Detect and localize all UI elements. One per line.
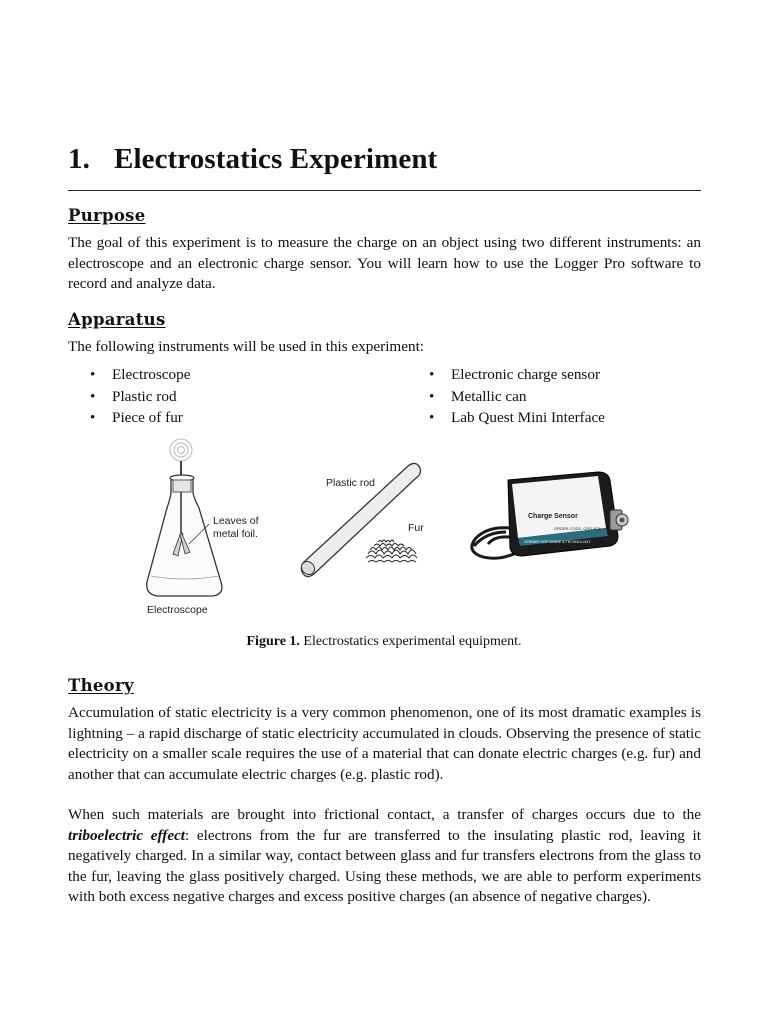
purpose-paragraph: The goal of this experiment is to measure the charge on an object using two different instruments: an electroscope and an electronic charge sensor. You will learn how to use the Logger Pro software to record and analyze data.	[68, 234, 701, 292]
charge-sensor-illustration	[458, 466, 636, 566]
page-title	[68, 143, 437, 176]
paragraph-text: When such materials are brought into frictional contact, a transfer of charges occurs due to the	[68, 806, 701, 823]
apparatus-intro: The following instruments will be used in this experiment:	[68, 338, 425, 355]
theory-heading: Theory	[68, 676, 134, 695]
electroscope-label: Electroscope	[147, 604, 208, 616]
figure-caption	[0, 634, 768, 650]
apparatus-heading: Apparatus	[68, 310, 166, 329]
leaves-label: Leaves of	[213, 515, 259, 527]
rod-and-fur-illustration	[296, 458, 446, 582]
key-term: triboelectric effect	[68, 826, 186, 844]
list-item: • Metallic can	[429, 386, 605, 408]
sensor-order-label: ORDER CODE: CRG-BTA	[554, 526, 602, 531]
section-number: 1.	[68, 143, 90, 175]
list-item: • Piece of fur	[90, 407, 190, 429]
fur-piece	[366, 540, 417, 562]
apparatus-list-left	[90, 364, 190, 429]
sensor-brand-label: VERNIER SOFTWARE & TECHNOLOGY	[524, 540, 591, 544]
fur-label: Fur	[408, 522, 424, 534]
caption-text: Electrostatics experimental equipment.	[303, 634, 522, 649]
list-item: • Lab Quest Mini Interface	[429, 407, 605, 429]
sensor-connector	[610, 510, 628, 530]
theory-paragraph: Accumulation of static electricity is a very common phenomenon, one of its most dramatic examples is lightning – a rapid discharge of static electricity accumulated in clouds. Observing the presence of static electricity on a smaller scale requires the use of a material that can donate electric charges (e.g. fur) and another that can accumulate electric charges (e.g. plastic rod).	[68, 704, 701, 783]
electroscope-ball	[170, 439, 192, 461]
leaves-label: metal foil.	[213, 528, 258, 540]
electroscope-illustration	[135, 436, 285, 622]
title-divider	[68, 190, 701, 191]
plastic-rod-label: Plastic rod	[326, 477, 376, 489]
caption-label: Figure 1.	[246, 634, 300, 649]
list-item: • Plastic rod	[90, 386, 190, 408]
list-item: • Electronic charge sensor	[429, 364, 605, 386]
apparatus-list-right	[429, 364, 605, 429]
theory-paragraph	[68, 805, 701, 908]
paragraph-text: : electrons from the fur are transferred to the insulating plastic rod, leaving it negatively charged. In a similar way, contact between glass and fur transfers electrons from the glass to the fur, leaving the glass positively charged. Using these methods, we are able to perform experiments with both excess negative charges and excess positive charges (an absence of negative charges).	[68, 826, 701, 905]
list-item: • Electroscope	[90, 364, 190, 386]
sensor-name-label: Charge Sensor	[528, 513, 578, 520]
title-text: Electrostatics Experiment	[114, 143, 438, 175]
flask-outline	[147, 478, 222, 596]
purpose-heading: Purpose	[68, 206, 146, 225]
